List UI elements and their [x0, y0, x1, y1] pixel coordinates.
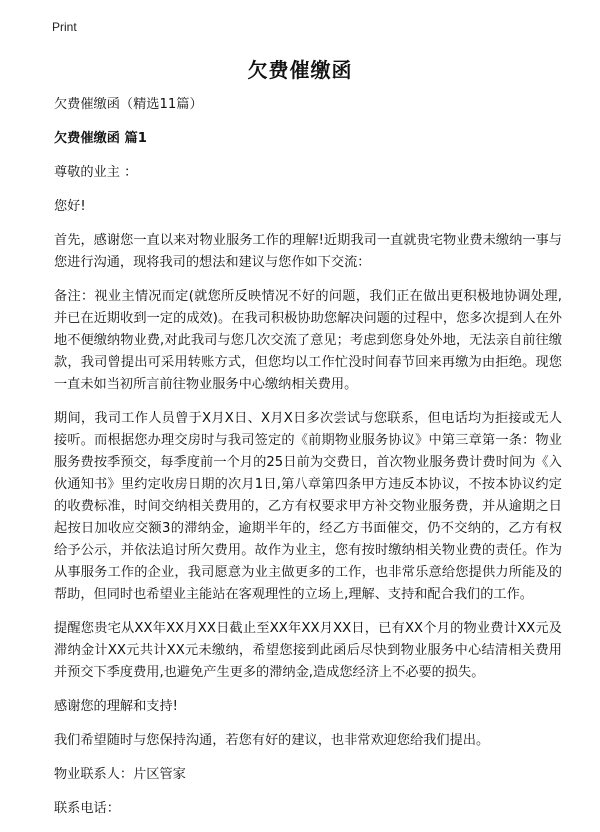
section-heading: 欠费催缴函 篇1	[54, 131, 147, 146]
paragraph-agreement: 期间，我司工作人员曾于X月X日、X月X日多次尝试与您联系，但电话均为拒接或无人接听。而根据您办理交房时与我司签定的《前期物业服务协议》中第三章第一条：物业服务费按季预交，每季度前一个月的25日前为交费日，首次物业服务费计费时间为《入伙通知书》里约定收房日期的次月1日,第八章第四条甲方违反本协议，不按本协议约定的收费标准，时间交纳相关费用的，乙方有权要求甲方补交物业服务费，并从逾期之日起按日加收应交额3的滞纳金，逾期半年的，经乙方书面催交，仍不交纳的，乙方有权给予公示，并依法追讨所欠费用。故作为业主，您有按时缴纳相关物业费的责任。作为从事服务工作的企业，我司愿意为业主做更多的工作，也非常乐意给您提供力所能及的帮助，但同时也希望业主能站在客观理性的立场上,理解、支持和配合我们的工作。	[54, 411, 562, 602]
contact-phone: 联系电话：	[54, 801, 120, 816]
salutation: 尊敬的业主 ：	[54, 165, 138, 180]
document-title: 欠费催缴函	[247, 58, 353, 82]
greeting: 您好!	[54, 199, 86, 214]
paragraph-thanks: 感谢您的理解和支持!	[54, 699, 178, 714]
document-body	[54, 94, 562, 832]
paragraph-intro: 首先，感谢您一直以来对物业服务工作的理解!近期我司一直就贵宅物业费未缴纳一事与您进行沟通，现将我司的想法和建议与您作如下交流：	[54, 233, 562, 270]
paragraph-note: 备注：视业主情况而定(就您所反映情况不好的问题，我们正在做出更积极地协调处理,并已在近期收到一定的成效)。在我司积极协助您解决问题的过程中，您多次提到人在外地不便缴纳物业费,对此我司与您几次交流了意见；考虑到您身处外地，无法亲自前往缴款，我司曾提出可采用转账方式，但您均以工作忙没时间春节回来再缴为由拒绝。现您一直未如当初所言前往物业服务中心缴纳相关费用。	[54, 289, 562, 392]
print-link[interactable]: Print	[52, 20, 77, 34]
contact-person: 物业联系人：片区管家	[54, 767, 186, 782]
paragraph-communication: 我们希望随时与您保持沟通，若您有好的建议，也非常欢迎您给我们提出。	[54, 733, 490, 748]
paragraph-reminder: 提醒您贵宅从XX年XX月XX日截止至XX年XX月XX日，已有XX个月的物业费计XX元及滞纳金计XX元共计XX元未缴纳，希望您接到此函后尽快到物业服务中心结清相关费用并预交下季度费用,也避免产生更多的滞纳金,造成您经济上不必要的损失。	[54, 621, 562, 680]
document-subtitle: 欠费催缴函（精选11篇）	[54, 97, 203, 112]
